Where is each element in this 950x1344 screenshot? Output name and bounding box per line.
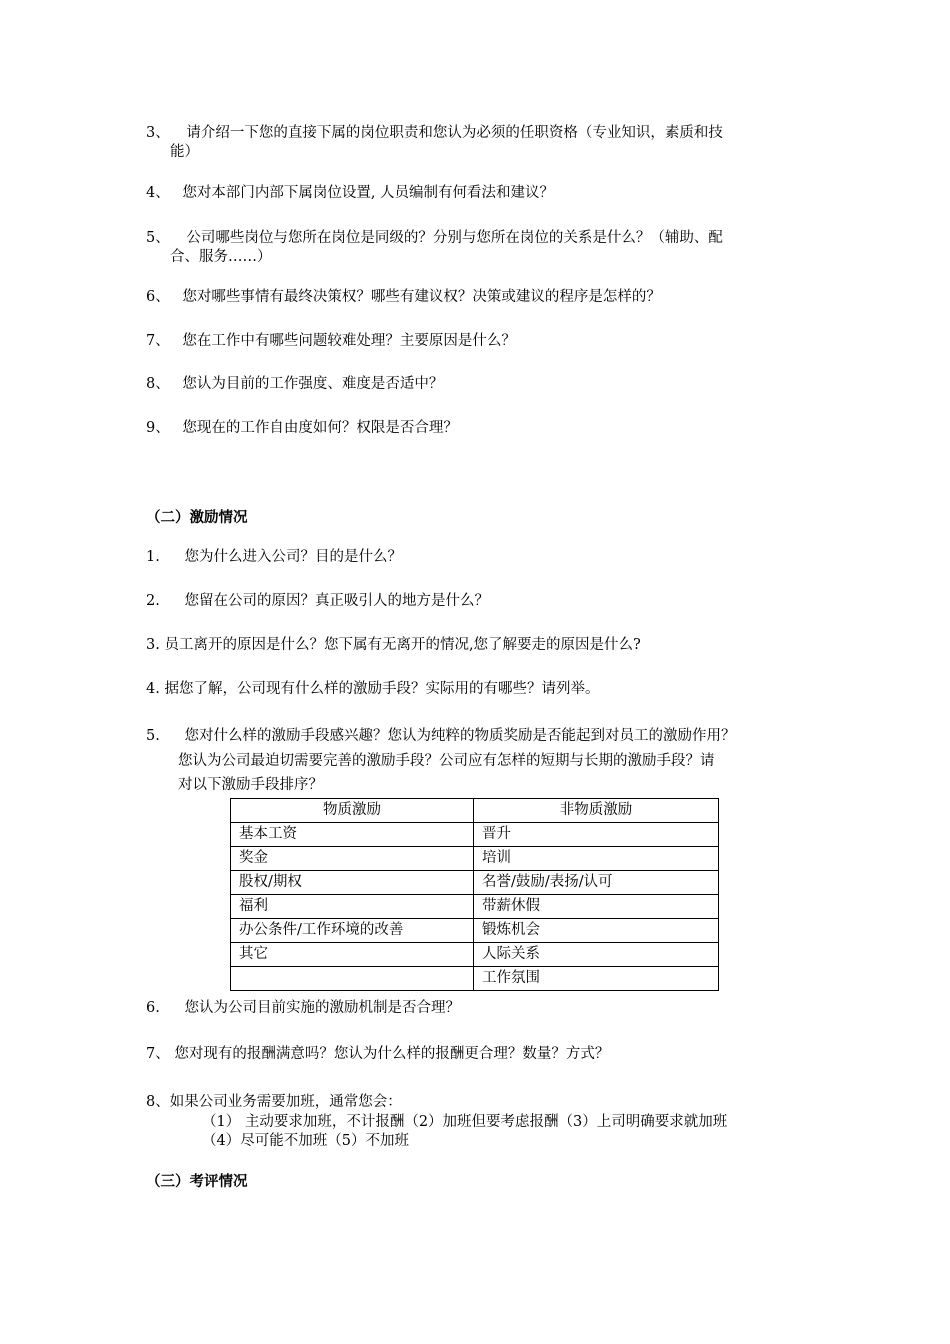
table-row [231,919,719,943]
section-heading-evaluation: （三）考评情况 [146,1174,248,1190]
incentive-question-7: 7、 您对现有的报酬满意吗？您认为什么样的报酬更合理？数量？方式？ [146,1046,610,1062]
table-header-non-material: 非物质激励 [474,799,719,823]
incentive-question-5 [146,727,735,746]
table-header-row [231,799,719,823]
question-6 [146,288,661,307]
question-text: 您认为公司目前实施的激励机制是否合理？ [184,1000,460,1016]
question-3 [146,124,723,143]
question-number: 6、 [146,289,170,305]
incentive-question-8: 8、如果公司业务需要加班，通常您会： [146,1094,402,1110]
table-cell: 奖金 [231,847,474,871]
question-text: 您对哪些事情有最终决策权？哪些有建议权？决策或建议的程序是怎样的？ [182,289,661,305]
question-text: 您对本部门内部下属岗位设置, 人员编制有何看法和建议？ [182,185,555,201]
question-5-continued: 合、服务……） [170,249,272,265]
incentive-question-8-options-2: （4）尽可能不加班（5）不加班 [202,1133,409,1149]
table-cell: 福利 [231,895,474,919]
table-cell: 基本工资 [231,823,474,847]
question-text: 您认为目前的工作强度、难度是否适中？ [182,376,444,392]
question-7 [146,332,516,351]
question-text: 您为什么进入公司？目的是什么？ [184,549,402,565]
question-3-continued: 能） [170,144,199,160]
incentive-question-8-options-1: （1） 主动要求加班，不计报酬（2）加班但要考虑报酬（3）上司明确要求就加班 [202,1114,728,1130]
incentive-question-5-line-3: 对以下激励手段排序？ [178,777,323,793]
incentive-question-6 [146,999,460,1018]
table-cell: 股权/期权 [231,871,474,895]
question-number: 7、 [146,333,170,349]
question-9 [146,419,458,438]
table-header-material: 物质激励 [231,799,474,823]
incentive-question-1 [146,548,402,567]
table-cell: 晋升 [474,823,719,847]
question-number: 9、 [146,420,170,436]
table-row [231,895,719,919]
incentive-question-4: 4. 据您了解，公司现有什么样的激励手段？实际用的有哪些？请列举。 [146,681,600,697]
table-row [231,823,719,847]
question-5 [146,229,723,248]
table-cell: 锻炼机会 [474,919,719,943]
incentive-question-2 [146,592,489,611]
question-4 [146,184,554,203]
question-number: 8、 [146,376,170,392]
table-cell [231,967,474,991]
table-cell: 带薪休假 [474,895,719,919]
question-text: 公司哪些岗位与您所在岗位是同级的？分别与您所在岗位的关系是什么？（辅助、配 [186,230,723,246]
question-number: 1. [146,549,160,565]
question-text: 您现在的工作自由度如何？权限是否合理？ [182,420,458,436]
table-cell: 其它 [231,943,474,967]
question-text: 您对什么样的激励手段感兴趣？您认为纯粹的物质奖励是否能起到对员工的激励作用？ [184,728,736,744]
question-number: 5、 [146,230,170,246]
table-row [231,871,719,895]
table-cell: 人际关系 [474,943,719,967]
table-cell: 名誉/鼓励/表扬/认可 [474,871,719,895]
table-row [231,847,719,871]
question-text: 您在工作中有哪些问题较难处理？主要原因是什么？ [182,333,516,349]
question-number: 4、 [146,185,170,201]
table-cell: 工作氛围 [474,967,719,991]
table-row [231,967,719,991]
question-number: 3、 [146,125,170,141]
incentive-ranking-table [230,798,719,991]
question-text: 您留在公司的原因？真正吸引人的地方是什么？ [184,593,489,609]
question-8 [146,375,443,394]
incentive-question-5-line-2: 您认为公司最迫切需要完善的激励手段？公司应有怎样的短期与长期的激励手段？请 [178,753,715,769]
incentive-question-3: 3. 员工离开的原因是什么？您下属有无离开的情况,您了解要走的原因是什么? [146,637,641,653]
table-row [231,943,719,967]
table-cell: 培训 [474,847,719,871]
question-number: 2. [146,593,160,609]
question-number: 5. [146,728,160,744]
section-heading-incentives: （二）激励情况 [146,510,248,526]
table-cell: 办公条件/工作环境的改善 [231,919,474,943]
question-text: 请介绍一下您的直接下属的岗位职责和您认为必须的任职资格（专业知识，素质和技 [186,125,723,141]
question-number: 6. [146,1000,160,1016]
